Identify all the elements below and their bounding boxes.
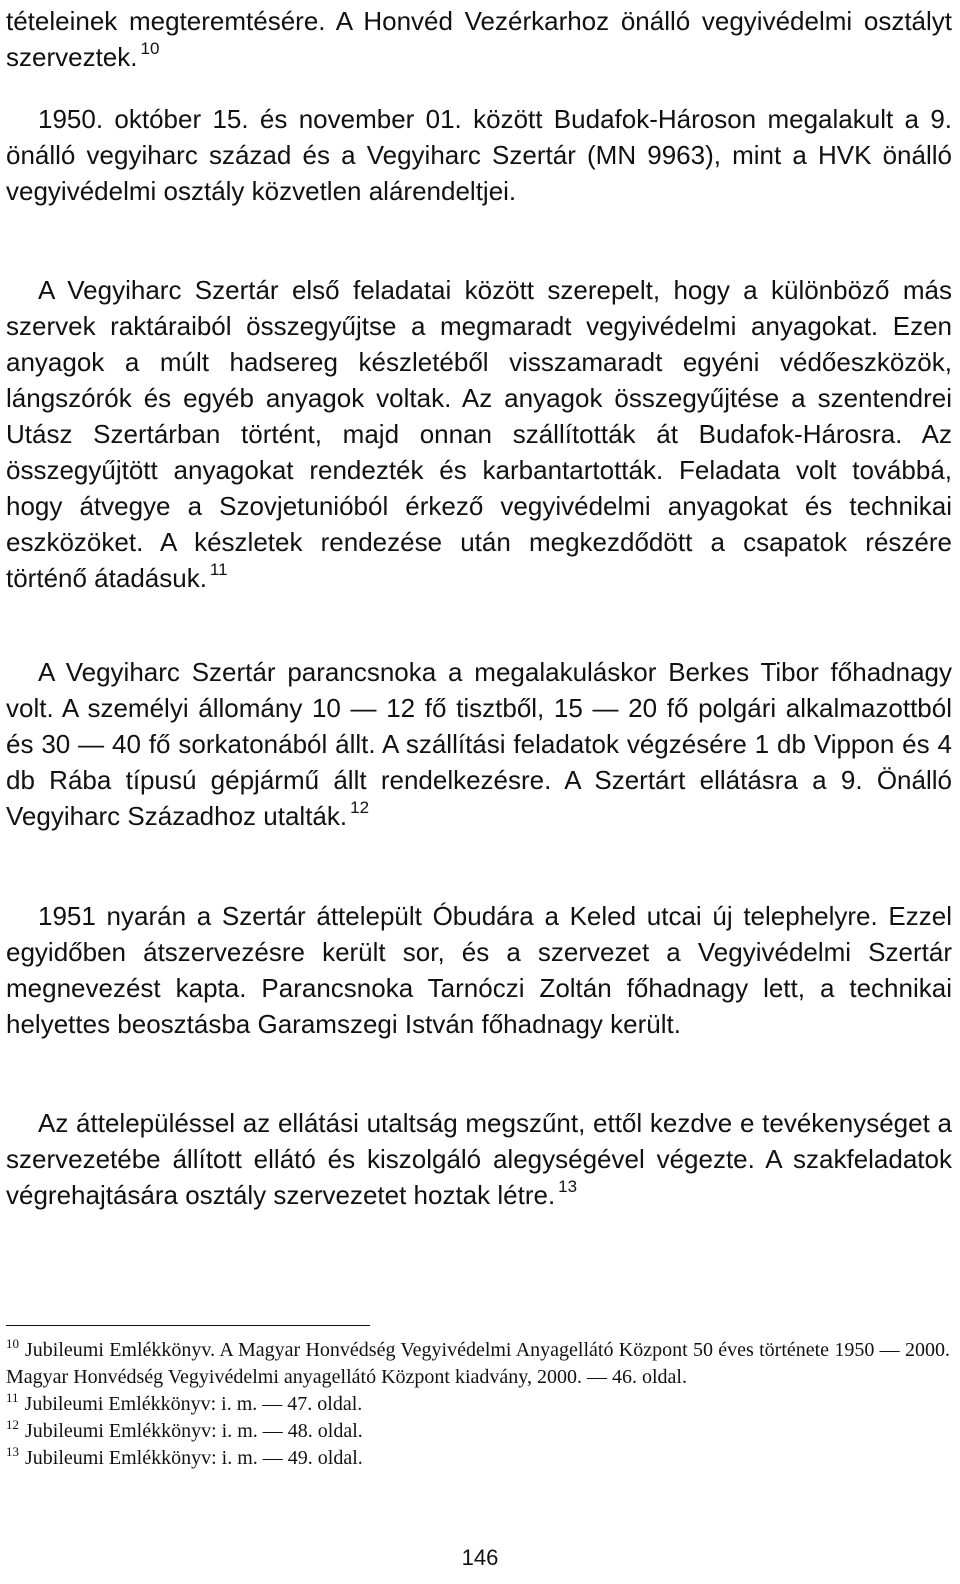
paragraph-2 <box>6 101 952 209</box>
footnote-number: 12 <box>6 1417 19 1433</box>
footnote-ref-11[interactable]: 11 <box>209 560 228 580</box>
paragraph-5-text: 1951 nyarán a Szertár áttelepült Óbudára a Keled utcai új telephelyre. Ezzel egyidőben átszervezésre került sor, és a szervezet a Vegyivédelmi Szertár megnevezést kapta. Parancsnoka Tarnóczi Zoltán főhadnagy lett, a technikai helyettes beosztásba Garamszegi István főhadnagy került. <box>6 901 952 1039</box>
paragraph-4 <box>6 654 952 834</box>
footnote-text: Jubileumi Emlékkönyv: i. m. — 49. oldal. <box>25 1447 363 1469</box>
footnote-text: Jubileumi Emlékkönyv. A Magyar Honvédség Vegyivédelmi Anyagellátó Központ 50 éves története 1950 — 2000. Magyar Honvédség Vegyivédelmi anyagellátó Központ kiadvány, 2000. — 46. oldal. <box>6 1339 950 1388</box>
paragraph-2-text: 1950. október 15. és november 01. között Budafok-Hároson megalakult a 9. önálló vegyiharc század és a Vegyiharc Szertár (MN 9963), mint a HVK önálló vegyivédelmi osztály közvetlen alárendeltjei. <box>6 104 952 206</box>
footnote-separator <box>6 1325 370 1326</box>
footnote-ref-12[interactable]: 12 <box>350 798 370 818</box>
page-number: 146 <box>461 1545 499 1570</box>
footnote-11 <box>6 1391 950 1418</box>
footnote-number: 13 <box>6 1444 19 1460</box>
footnote-13 <box>6 1445 950 1472</box>
paragraph-1 <box>6 3 952 75</box>
paragraph-3-text: A Vegyiharc Szertár első feladatai között szerepelt, hogy a különböző más szervek raktáraiból összegyűjtse a megmaradt vegyivédelmi anyagokat. Ezen anyagok a múlt hadsereg készletéből visszamaradt egyéni védőeszközök, lángszórók és egyéb anyagok voltak. Az anyagok összegyűjtése a szentendrei Utász Szertárban történt, majd onnan szállították át Budafok-Hárosra. Az összegyűjtött anyagokat rendezték és karbantartották. Feladata volt továbbá, hogy átvegye a Szovjetunióból érkező vegyivédelmi anyagokat és technikai eszközöket. A készletek rendezése után megkezdődött a csapatok részére történő átadásuk. <box>6 275 952 593</box>
footnote-number: 10 <box>6 1336 19 1352</box>
paragraph-5 <box>6 898 952 1042</box>
footnote-12 <box>6 1418 950 1445</box>
footnote-ref-13[interactable]: 13 <box>558 1177 578 1197</box>
footnote-number: 11 <box>6 1390 19 1406</box>
paragraph-4-text: A Vegyiharc Szertár parancsnoka a megalakuláskor Berkes Tibor főhadnagy volt. A személyi állomány 10 — 12 fő tisztből, 15 — 20 fő polgári alkalmazottból és 30 — 40 fő sorkatonából állt. A szállítási feladatok végzésére 1 db Vippon és 4 db Rába típusú gépjármű állt rendelkezésre. A Szertárt ellátásra a 9. Önálló Vegyiharc Századhoz utalták. <box>6 657 952 831</box>
footnote-ref-10[interactable]: 10 <box>140 39 160 59</box>
paragraph-1-text: tételeinek megteremtésére. A Honvéd Vezérkarhoz önálló vegyivédelmi osztályt szerveztek. <box>6 6 952 72</box>
footnote-text: Jubileumi Emlékkönyv: i. m. — 48. oldal. <box>25 1420 363 1442</box>
footnote-10 <box>6 1337 950 1391</box>
footnote-text: Jubileumi Emlékkönyv: i. m. — 47. oldal. <box>24 1393 363 1415</box>
paragraph-6-text: Az áttelepüléssel az ellátási utaltság megszűnt, ettől kezdve e tevékenységet a szervezetébe állított ellátó és kiszolgáló alegységével végezte. A szakfeladatok végrehajtására osztály szervezetet hoztak létre. <box>6 1108 952 1210</box>
paragraph-6 <box>6 1105 952 1213</box>
footnotes <box>6 1337 950 1472</box>
paragraph-3 <box>6 272 952 596</box>
